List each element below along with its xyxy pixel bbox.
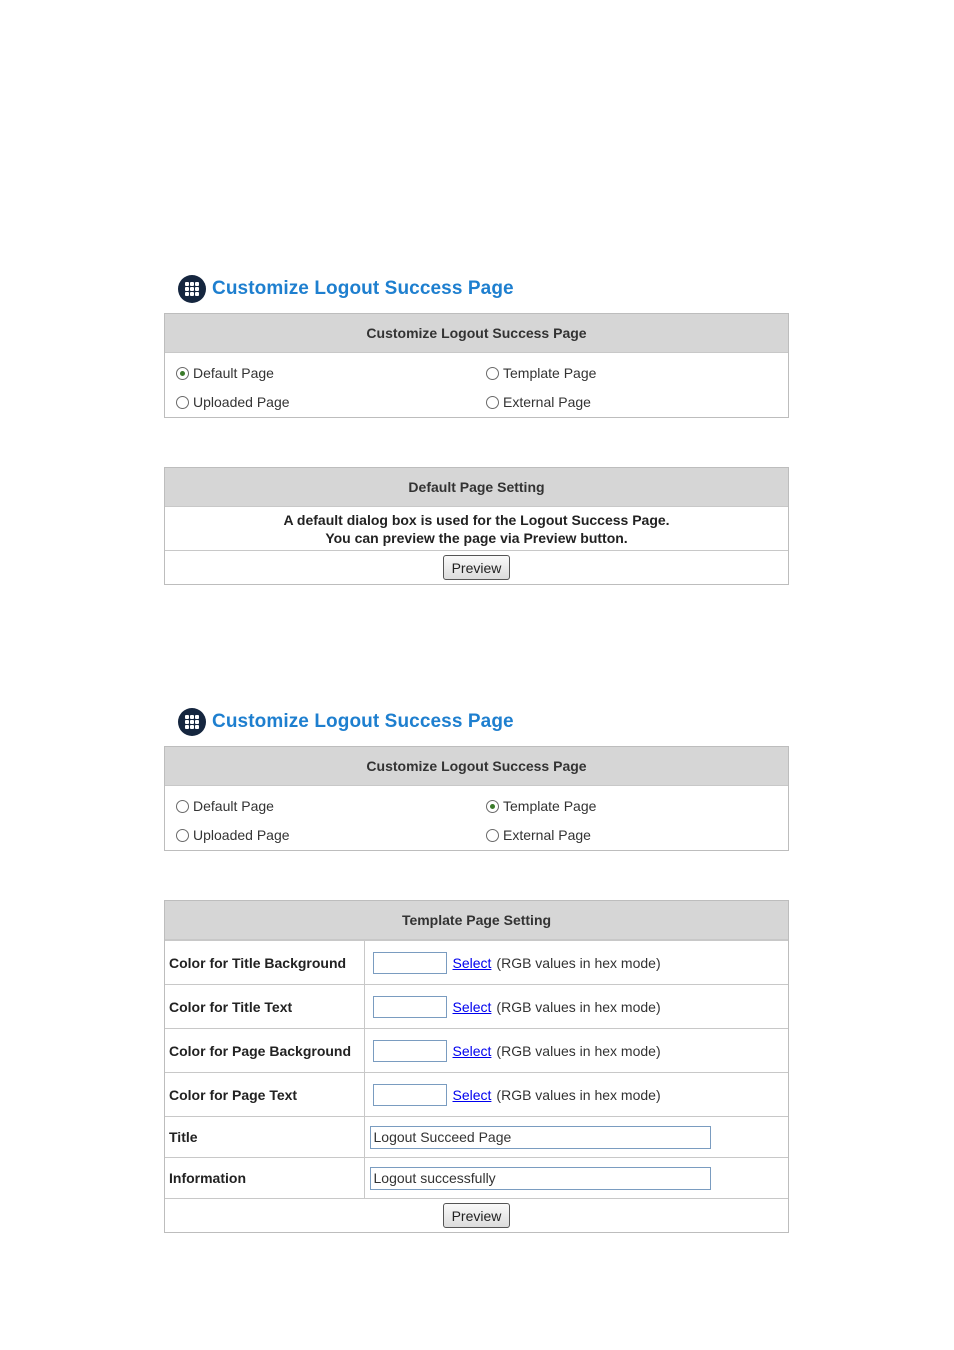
title-text-color-input[interactable] (373, 996, 447, 1018)
radio-template-page[interactable] (486, 798, 596, 814)
radio-uploaded-page[interactable] (176, 827, 290, 843)
section2-heading (178, 707, 514, 737)
table-row (165, 1073, 788, 1117)
table-row (165, 1117, 788, 1158)
template-settings-table (165, 940, 788, 1198)
title-input[interactable]: Logout Succeed Page (370, 1126, 711, 1149)
radio-label: External Page (503, 394, 591, 410)
default-page-setting-panel (164, 467, 789, 585)
table-row (165, 941, 788, 985)
radio-checked-icon[interactable] (176, 367, 189, 380)
radio-unchecked-icon[interactable] (486, 396, 499, 409)
radio-label: External Page (503, 827, 591, 843)
page-bg-color-input[interactable] (373, 1040, 447, 1062)
radio-label: Template Page (503, 365, 597, 381)
row-label: Color for Title Background (165, 941, 364, 985)
radio-unchecked-icon[interactable] (176, 800, 189, 813)
radio-label: Uploaded Page (193, 827, 290, 843)
network-logo-icon (178, 708, 206, 736)
radio-checked-icon[interactable] (486, 800, 499, 813)
network-logo-icon (178, 275, 206, 303)
radio-label: Default Page (193, 798, 274, 814)
select-color-link[interactable]: Select (452, 998, 492, 1015)
select-color-link[interactable]: Select (452, 1042, 492, 1059)
radio-unchecked-icon[interactable] (176, 396, 189, 409)
title-bg-color-input[interactable] (373, 952, 447, 974)
page-text-color-input[interactable] (373, 1084, 447, 1106)
row-label: Color for Title Text (165, 985, 364, 1029)
page-type-panel (164, 313, 789, 418)
preview-button[interactable]: Preview (443, 1203, 511, 1228)
select-color-link[interactable]: Select (452, 954, 492, 971)
row-label: Title (165, 1117, 364, 1158)
select-color-link[interactable]: Select (452, 1086, 492, 1103)
page-title: Customize Logout Success Page (212, 278, 514, 299)
radio-label: Template Page (503, 798, 597, 814)
description-line: A default dialog box is used for the Logout Success Page. (283, 512, 670, 528)
table-row (165, 985, 788, 1029)
row-label: Color for Page Background (165, 1029, 364, 1073)
panel-header: Customize Logout Success Page (165, 747, 788, 786)
radio-unchecked-icon[interactable] (486, 829, 499, 842)
hint-text: (RGB values in hex mode) (496, 954, 661, 971)
panel-header: Default Page Setting (165, 468, 788, 507)
radio-unchecked-icon[interactable] (176, 829, 189, 842)
page-title: Customize Logout Success Page (212, 711, 514, 732)
panel-header: Customize Logout Success Page (165, 314, 788, 353)
description (165, 507, 788, 551)
table-row (165, 1158, 788, 1199)
radio-external-page[interactable] (486, 827, 591, 843)
preview-button[interactable]: Preview (443, 555, 511, 580)
radio-default-page[interactable] (176, 798, 274, 814)
row-label: Information (165, 1158, 364, 1199)
page-type-panel (164, 746, 789, 851)
radio-uploaded-page[interactable] (176, 394, 290, 410)
radio-label: Uploaded Page (193, 394, 290, 410)
template-page-setting-panel (164, 900, 789, 1233)
radio-template-page[interactable] (486, 365, 596, 381)
hint-text: (RGB values in hex mode) (496, 1086, 661, 1103)
radio-external-page[interactable] (486, 394, 591, 410)
panel-header: Template Page Setting (165, 901, 788, 940)
section1-heading (178, 274, 514, 304)
hint-text: (RGB values in hex mode) (496, 1042, 661, 1059)
radio-unchecked-icon[interactable] (486, 367, 499, 380)
radio-default-page[interactable] (176, 365, 274, 381)
hint-text: (RGB values in hex mode) (496, 998, 661, 1015)
row-label: Color for Page Text (165, 1073, 364, 1117)
table-row (165, 1029, 788, 1073)
information-input[interactable]: Logout successfully (370, 1167, 711, 1190)
description-line: You can preview the page via Preview button. (325, 530, 628, 546)
radio-label: Default Page (193, 365, 274, 381)
